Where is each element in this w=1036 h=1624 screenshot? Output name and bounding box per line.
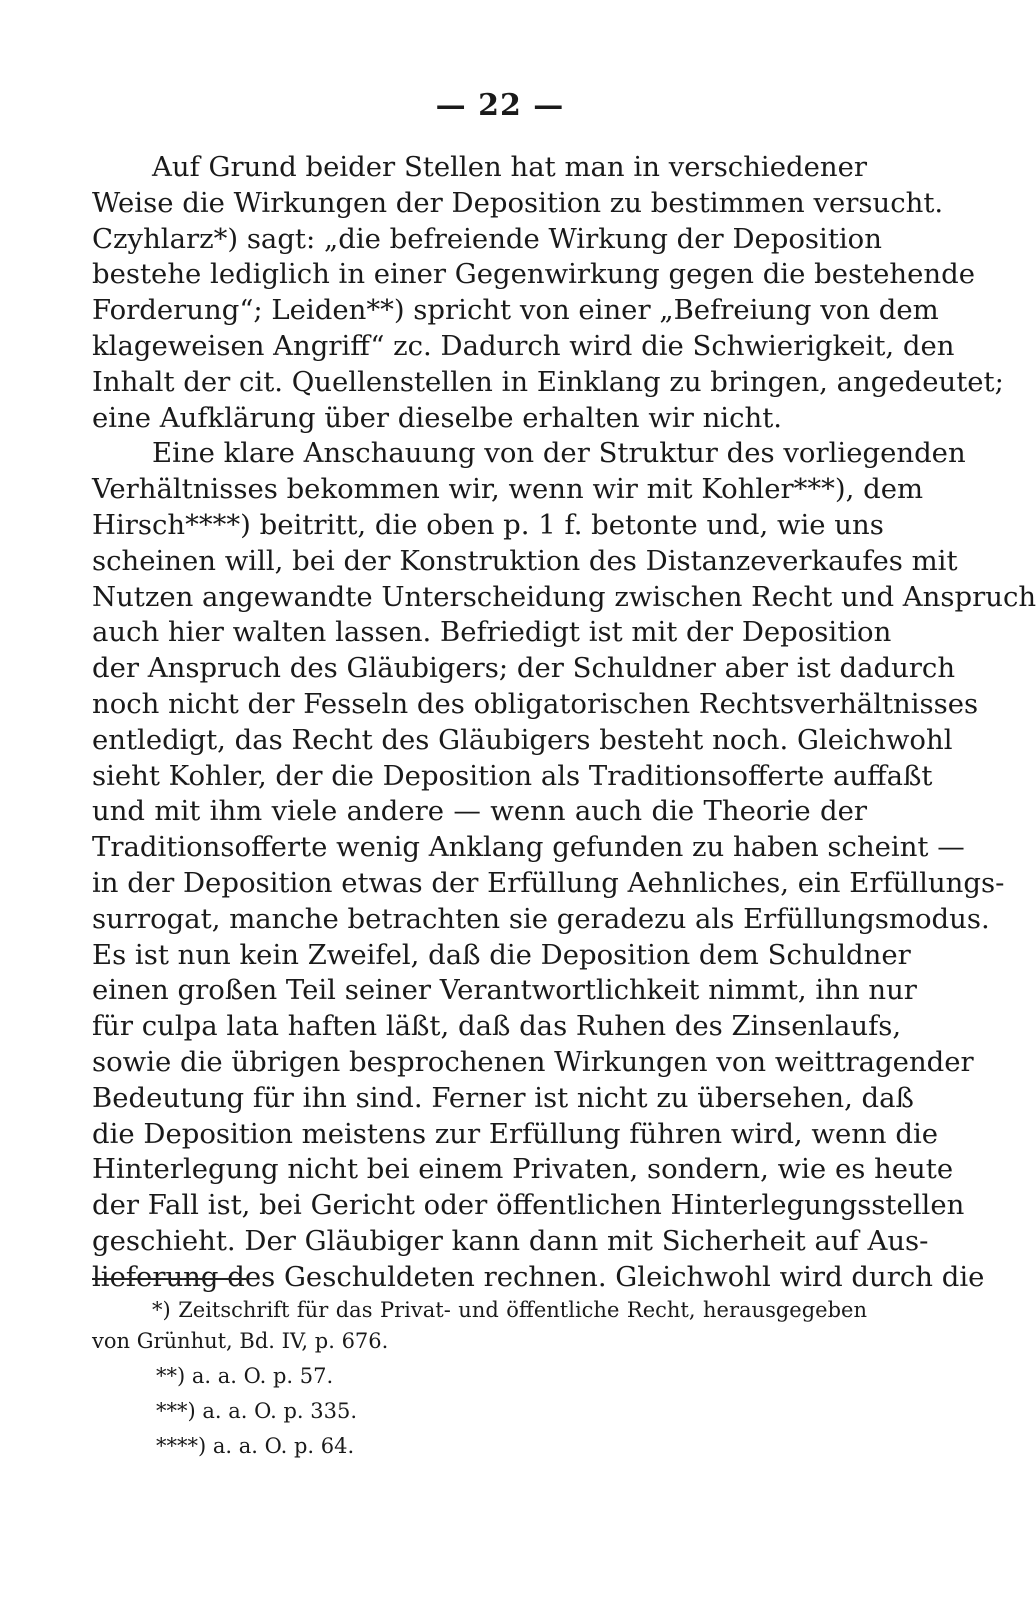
text-line: auch hier walten lassen. Befriedigt ist mit der Deposition — [92, 616, 892, 649]
text-line: Traditionsofferte wenig Anklang gefunden zu haben scheint — — [92, 831, 965, 864]
footnotes — [92, 1295, 867, 1462]
text-line: sieht Kohler, der die Deposition als Traditionsofferte auffaßt — [92, 759, 933, 792]
page-number: — 22 — — [435, 88, 565, 123]
footnote-line: von Grünhut, Bd. IV, p. 676. — [92, 1329, 389, 1353]
text-line: einen großen Teil seiner Verantwortlichkeit nimmt, ihn nur — [92, 974, 917, 1007]
text-line: Auf Grund beider Stellen hat man in verschiedener — [152, 151, 867, 183]
text-line: für culpa lata haften läßt, daß das Ruhen des Zinsenlaufs, — [92, 1010, 902, 1043]
footnote-divider — [92, 1278, 248, 1280]
text-line: Hirsch****) beitritt, die oben p. 1 f. betonte und, wie uns — [92, 508, 884, 541]
text-line: der Anspruch des Gläubigers; der Schuldner aber ist dadurch — [92, 652, 956, 685]
text-line: lieferung des Geschuldeten rechnen. Gleichwohl wird durch die — [92, 1260, 985, 1293]
text-line: sowie die übrigen besprochenen Wirkungen von weittragender — [92, 1045, 974, 1078]
text-line: Weise die Wirkungen der Deposition zu bestimmen versucht. — [92, 186, 944, 219]
text-line: scheinen will, bei der Konstruktion des Distanzeverkaufes mit — [92, 544, 958, 577]
text-line: Verhältnisses bekommen wir, wenn wir mit Kohler***), dem — [92, 473, 924, 506]
body-text — [92, 150, 1036, 1296]
text-line: Bedeutung für ihn sind. Ferner ist nicht zu übersehen, daß — [92, 1081, 914, 1114]
text-line: klageweisen Angriff“ zc. Dadurch wird die Schwierigkeit, den — [92, 329, 955, 362]
text-line: eine Aufklärung über dieselbe erhalten wir nicht. — [92, 401, 782, 434]
footnote-line: **) a. a. O. p. 57. — [156, 1364, 334, 1388]
text-line: Inhalt der cit. Quellenstellen in Einklang zu bringen, angedeutet; — [92, 365, 1004, 398]
text-line: Czyhlarz*) sagt: „die befreiende Wirkung der Deposition — [92, 222, 882, 255]
text-line: in der Deposition etwas der Erfüllung Aehnliches, ein Erfüllungs- — [92, 866, 1005, 899]
text-line: Nutzen angewandte Unterscheidung zwischen Recht und Anspruch — [92, 580, 1036, 613]
text-line: Forderung“; Leiden**) spricht von einer „Befreiung von dem — [92, 294, 939, 327]
text-line: Eine klare Anschauung von der Struktur des vorliegenden — [152, 437, 966, 470]
text-line: und mit ihm viele andere — wenn auch die Theorie der — [92, 795, 867, 828]
text-line: surrogat, manche betrachten sie geradezu als Erfüllungsmodus. — [92, 902, 990, 935]
text-line: noch nicht der Fesseln des obligatorischen Rechtsverhältnisses — [92, 687, 979, 720]
text-line: der Fall ist, bei Gericht oder öffentlichen Hinterlegungsstellen — [92, 1189, 965, 1222]
footnote-line: ****) a. a. O. p. 64. — [156, 1434, 355, 1458]
text-line: entledigt, das Recht des Gläubigers besteht noch. Gleichwohl — [92, 723, 953, 756]
text-line: geschieht. Der Gläubiger kann dann mit Sicherheit auf Aus- — [92, 1224, 929, 1257]
footnote-line: *) Zeitschrift für das Privat- und öffentliche Recht, herausgegeben — [152, 1298, 867, 1322]
footnote-line: ***) a. a. O. p. 335. — [156, 1399, 357, 1423]
text-line: Hinterlegung nicht bei einem Privaten, sondern, wie es heute — [92, 1153, 954, 1186]
text-line: die Deposition meistens zur Erfüllung führen wird, wenn die — [92, 1117, 939, 1150]
text-line: bestehe lediglich in einer Gegenwirkung gegen die bestehende — [92, 258, 976, 291]
text-line: Es ist nun kein Zweifel, daß die Deposition dem Schuldner — [92, 938, 911, 971]
